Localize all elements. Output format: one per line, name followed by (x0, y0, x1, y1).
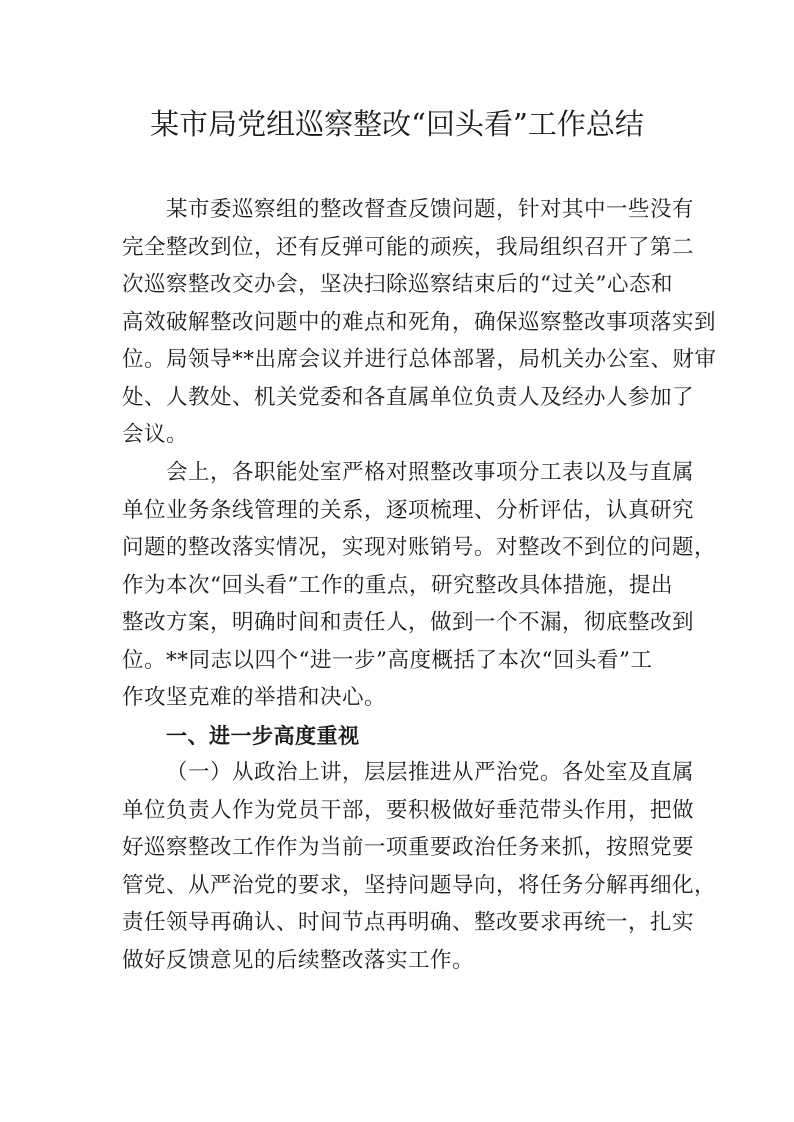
paragraph-2-line-3: 问题的整改落实情况，实现对账销号。对整改不到位的问题， (122, 535, 717, 560)
document-title: 某市局党组巡察整改“回头看”工作总结 (150, 107, 644, 141)
paragraph-1-line-2: 完全整改到位，还有反弹可能的顽疾，我局组织召开了第二 (122, 235, 695, 260)
paragraph-3-line-5: 责任领导再确认、时间节点再明确、整改要求再统一，扎实 (122, 910, 695, 935)
paragraph-2-line-4: 作为本次“回头看”工作的重点，研究整改具体措施，提出 (122, 573, 673, 598)
paragraph-3-line-3: 好巡察整改工作作为当前一项重要政治任务来抓，按照党要 (122, 835, 695, 860)
paragraph-3-line-2: 单位负责人作为党员干部，要积极做好垂范带头作用，把做 (122, 798, 695, 823)
paragraph-2-line-1: 会上，各职能处室严格对照整改事项分工表以及与直属 (166, 460, 695, 485)
paragraph-3-line-4: 管党、从严治党的要求，坚持问题导向，将任务分解再细化， (122, 873, 717, 898)
paragraph-1-line-5: 位。局领导**出席会议并进行总体部署，局机关办公室、财审 (122, 347, 717, 372)
paragraph-1-line-6: 处、人教处、机关党委和各直属单位负责人及经办人参加了 (122, 385, 695, 410)
paragraph-1-line-7: 会议。 (122, 422, 189, 447)
paragraph-2-line-5: 整改方案，明确时间和责任人，做到一个不漏，彻底整改到 (122, 610, 695, 635)
paragraph-1-line-4: 高效破解整改问题中的难点和死角，确保巡察整改事项落实到 (122, 310, 717, 335)
paragraph-1-line-1: 某市委巡察组的整改督查反馈问题，针对其中一些没有 (166, 197, 695, 222)
paragraph-2-line-2: 单位业务条线管理的关系，逐项梳理、分析评估，认真研究 (122, 498, 695, 523)
paragraph-2-line-6: 位。**同志以四个“进一步”高度概括了本次“回头看”工 (122, 648, 653, 673)
paragraph-3-line-1: （一）从政治上讲，层层推进从严治党。各处室及直属 (166, 760, 695, 785)
paragraph-1-line-3: 次巡察整改交办会，坚决扫除巡察结束后的“过关”心态和 (122, 272, 673, 297)
paragraph-2-line-7: 作攻坚克难的举措和决心。 (122, 685, 387, 710)
paragraph-3-line-6: 做好反馈意见的后续整改落实工作。 (122, 948, 475, 973)
section-1-heading: 一、进一步高度重视 (166, 724, 360, 748)
